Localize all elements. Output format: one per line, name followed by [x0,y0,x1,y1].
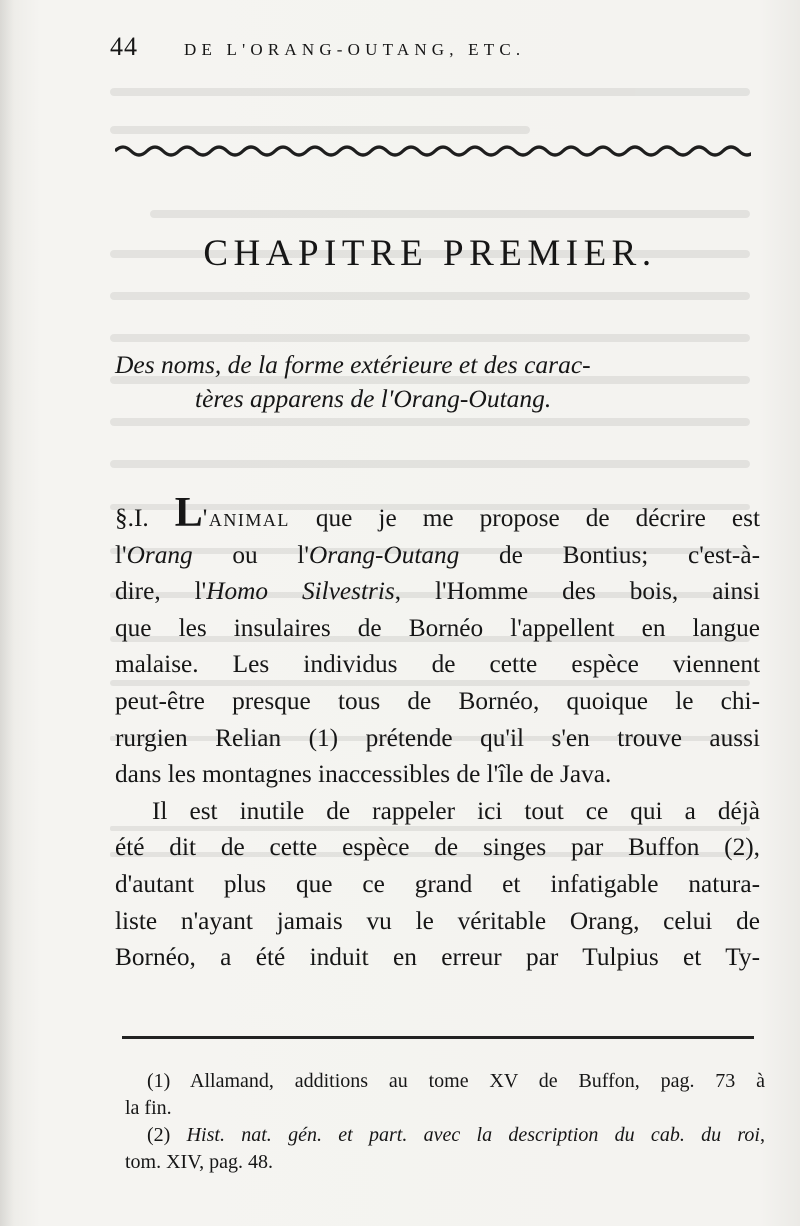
chapter-subtitle [115,348,755,416]
footnote-rule [122,1036,754,1039]
smallcaps-word: 'animal [202,504,290,532]
footnote-line: la fin. [125,1097,172,1119]
body-text [115,492,760,976]
chapter-title: CHAPITRE PREMIER. [203,233,657,274]
subtitle-line: Des noms, de la forme extérieure et des carac- [115,350,591,379]
text-line: peut-être presque tous de Bornéo, quoique le chi- [115,686,760,715]
text-line: §.I. L'animal que je me propose de décrire est [115,490,760,536]
footnote-line: tom. XIV, pag. 48. [125,1151,273,1173]
text-line: malaise. Les individus de cette espèce viennent [115,650,760,679]
footnote-2 [125,1122,765,1176]
text-line: dire, l'Homo Silvestris, l'Homme des bois, ainsi [115,577,760,606]
text-line: été dit de cette espèce de singes par Buffon (2), [115,833,760,862]
running-head-title: DE L'ORANG-OUTANG, ETC. [184,40,526,59]
section-mark: §.I. [115,504,149,532]
footnote-line: (1) Allamand, additions au tome XV de Buffon, pag. 73 à [147,1070,765,1092]
text-line: dans les montagnes inaccessibles de l'île de Java. [115,760,612,789]
page-number: 44 [110,32,138,61]
text-line: Il est inutile de rappeler ici tout ce qui a déjà [152,796,760,825]
text-line: liste n'ayant jamais vu le véritable Orang, celui de [115,906,760,935]
text-line: Bornéo, a été induit en erreur par Tulpius et Ty- [115,943,760,972]
text-line: rurgien Relian (1) prétende qu'il s'en trouve aussi [115,723,760,752]
subtitle-line: tères apparens de l'Orang-Outang. [195,384,552,413]
text-line: l'Orang ou l'Orang-Outang de Bontius; c'est-à- [115,540,760,569]
footnote-line: (2) Hist. nat. gén. et part. avec la description du cab. du roi, [147,1124,765,1146]
text-line: que les insulaires de Bornéo l'appellent en langue [115,613,760,642]
running-header [110,32,710,72]
ornamental-wave-rule [115,136,751,166]
text-line: d'autant plus que ce grand et infatigable natura- [115,869,760,898]
footnote-1 [125,1068,765,1122]
drop-cap: L [174,490,203,536]
footnotes [125,1068,765,1176]
